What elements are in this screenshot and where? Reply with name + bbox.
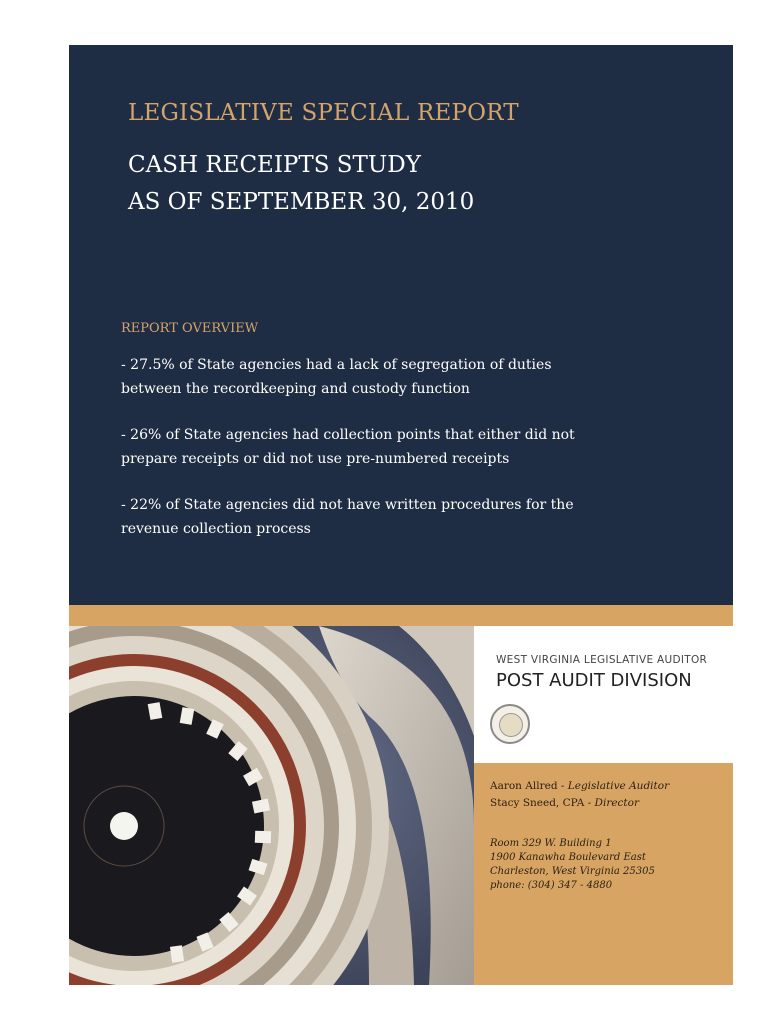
report-cover: [69, 45, 733, 985]
staff-entry: [490, 795, 669, 812]
report-title: [128, 147, 474, 221]
phone-number: phone: (304) 347 - 4880: [490, 880, 613, 891]
staff-name: Aaron Allred -: [490, 780, 568, 792]
division-name: POST AUDIT DIVISION: [496, 670, 692, 691]
contact-panel: [474, 763, 733, 985]
capitol-dome-photo: [69, 626, 474, 985]
overview-item-line: - 26% of State agencies had collection points that either did not: [121, 427, 575, 443]
staff-name: Stacy Sneed, CPA -: [490, 797, 595, 809]
address-line: Charleston, West Virginia 25305: [490, 866, 655, 877]
capitol-dome-illustration: [69, 626, 474, 985]
mailing-address: [490, 837, 655, 893]
state-seal-icon: [490, 704, 530, 744]
report-title-line2: AS OF SEPTEMBER 30, 2010: [128, 189, 475, 215]
agency-identity-panel: [474, 626, 733, 763]
overview-item: [121, 423, 641, 471]
address-line: 1900 Kanawha Boulevard East: [490, 852, 646, 863]
staff-entry: [490, 778, 669, 795]
seal-center: [499, 713, 523, 737]
overview-item-line: between the recordkeeping and custody function: [121, 381, 470, 397]
report-type: LEGISLATIVE SPECIAL REPORT: [128, 100, 519, 126]
report-title-line1: CASH RECEIPTS STUDY: [128, 152, 421, 178]
overview-item-line: - 22% of State agencies did not have written procedures for the: [121, 497, 574, 513]
staff-role: Legislative Auditor: [567, 780, 670, 792]
overview-item-line: revenue collection process: [121, 521, 311, 537]
overview-heading: REPORT OVERVIEW: [121, 321, 259, 336]
address-line: Room 329 W. Building 1: [490, 838, 612, 849]
gold-divider-band: [69, 605, 733, 626]
agency-name: WEST VIRGINIA LEGISLATIVE AUDITOR: [496, 654, 708, 666]
overview-item: [121, 353, 641, 401]
overview-item-line: - 27.5% of State agencies had a lack of segregation of duties: [121, 357, 552, 373]
overview-item-line: prepare receipts or did not use pre-numbered receipts: [121, 451, 510, 467]
overview-item: [121, 493, 641, 541]
cover-header-panel: [69, 45, 733, 605]
staff-list: [490, 778, 669, 812]
staff-role: Director: [594, 797, 639, 809]
